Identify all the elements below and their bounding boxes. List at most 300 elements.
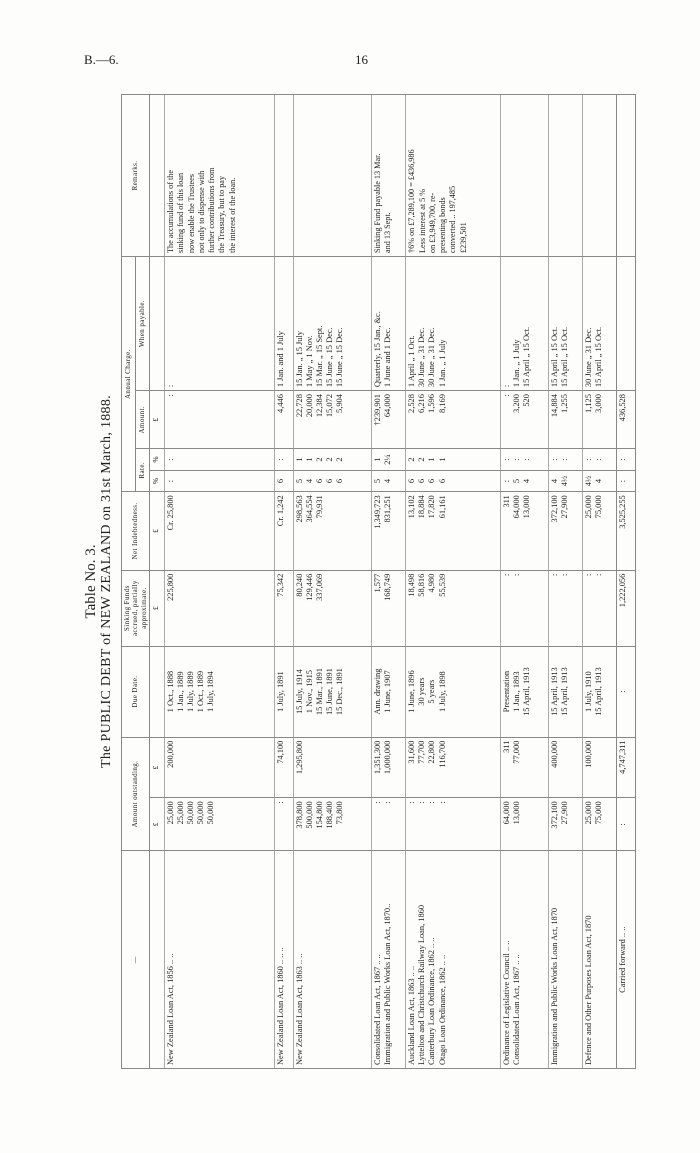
net-indebtedness: 372,100	[550, 495, 560, 523]
sinking-fund-rate-cell	[406, 449, 500, 471]
annual-charge: 1,255	[560, 394, 570, 413]
when-payable-cell	[500, 256, 549, 390]
sinking-fund: :	[501, 573, 511, 577]
amount-parts: 73,800	[335, 801, 345, 825]
net-indebtedness-cell	[293, 492, 371, 570]
annual-charge: 15,072	[324, 394, 334, 418]
header-remarks: Remarks.	[122, 95, 150, 257]
when-payable: 1 Jan. „ 1 July	[511, 339, 521, 388]
interest-rate: 4	[521, 478, 531, 484]
interest-rate: 6	[324, 478, 334, 484]
amount-parts: 50,000	[206, 801, 216, 825]
remarks: on £3,949,700, re-	[427, 192, 437, 253]
interest-rate: 6	[275, 478, 285, 484]
sinking-fund-rate: :	[275, 458, 285, 461]
sinking-fund-rate: :	[501, 458, 511, 461]
interest-rate: :	[166, 479, 176, 483]
net-indebtedness-cell	[549, 492, 583, 570]
annual-charge: 5,904	[335, 394, 345, 413]
sinking-fund: 58,816	[417, 573, 427, 597]
amount-parts: 25,000	[176, 801, 186, 825]
loan-name-cell	[406, 851, 500, 1069]
amount-outstanding-cell	[583, 737, 617, 798]
due-date: 1 June, 1907	[382, 670, 392, 713]
interest-rate-cell	[274, 470, 293, 492]
total-cell: :	[617, 449, 636, 471]
amount-parts: :	[417, 801, 427, 804]
amount-parts: 378,800	[294, 801, 304, 829]
header-due-date: Due Date.	[122, 646, 150, 737]
when-payable: 1 April „ 1 Oct.	[407, 335, 417, 388]
table-caption	[84, 94, 114, 1069]
loan-name-cell	[293, 851, 371, 1069]
when-payable: 1 Jan. „ 1 July	[437, 339, 447, 388]
annual-charge-cell	[549, 391, 583, 449]
currency-symbol: £	[150, 737, 165, 798]
due-date-cell	[293, 646, 371, 737]
sinking-fund: 225,800	[166, 573, 176, 601]
due-date: 15 April, 1913	[594, 667, 604, 716]
table-row	[371, 95, 405, 1069]
when-payable: 15 June „ 15 Dec.	[335, 327, 345, 388]
loan-name-cell	[583, 851, 617, 1069]
when-payable: 15 April „ 15 Oct.	[560, 326, 570, 388]
page-left-mark: B.—6.	[84, 52, 119, 67]
sinking-fund-rate: :	[550, 458, 560, 461]
amount-outstanding-cell	[549, 737, 583, 798]
table-row	[165, 95, 274, 1069]
amount-outstanding: 77,700	[417, 740, 427, 764]
table-row	[500, 95, 549, 1069]
amount-outstanding: 1,351,300	[372, 740, 382, 775]
when-payable: 30 June „ 31 Dec.	[427, 327, 437, 388]
amount-parts: 64,000	[501, 801, 511, 825]
remarks: the Treasury, but to pay	[217, 175, 227, 253]
due-date: 15 Dec., 1891	[335, 668, 345, 716]
amount-outstanding-cell	[293, 737, 371, 798]
sinking-fund: 168,749	[382, 573, 392, 601]
header-sinking-funds: Sinking Funds accrued, partially approximate.	[122, 570, 150, 646]
net-indebtedness: 79,931	[314, 495, 324, 519]
sinking-fund-rate-cell	[293, 449, 371, 471]
table-row	[274, 95, 293, 1069]
sinking-fund-cell	[406, 570, 500, 646]
due-date-cell	[583, 646, 617, 737]
table-title: The PUBLIC DEBT of NEW ZEALAND on 31st March, 1888.	[99, 395, 114, 768]
due-date: 15 June, 1891	[324, 668, 334, 715]
amount-parts-cell	[549, 798, 583, 851]
sinking-fund-rate-cell	[371, 449, 405, 471]
due-date: 1 July, 1898	[437, 671, 447, 712]
annual-charge: 3,200	[511, 394, 521, 413]
net-indebtedness: 1,349,723	[372, 495, 382, 529]
amount-parts: 75,000	[594, 801, 604, 825]
loan-name: Otago Loan Ordinance, 1862 .. ..	[437, 954, 447, 1065]
net-indebtedness: 25,000	[584, 495, 594, 519]
percent-symbol: %	[150, 470, 165, 492]
loan-name-cell	[165, 851, 274, 1069]
interest-rate: 4	[382, 478, 392, 484]
sinking-fund-rate-cell	[274, 449, 293, 471]
amount-outstanding-cell	[274, 737, 293, 798]
interest-rate: 5	[372, 478, 382, 484]
amount-parts: 50,000	[196, 801, 206, 825]
remarks: The accumulations of the	[166, 170, 176, 253]
net-indebtedness-cell	[500, 492, 549, 570]
net-indebtedness: 13,102	[407, 495, 417, 519]
amount-parts-cell	[371, 798, 405, 851]
amount-outstanding: 100,000	[584, 740, 594, 768]
annual-charge-cell	[371, 391, 405, 449]
when-payable: 15 April „ 15 Oct.	[594, 326, 604, 388]
amount-outstanding: 116,700	[437, 740, 447, 768]
amount-parts: :	[372, 801, 382, 804]
net-indebtedness: 27,900	[560, 495, 570, 519]
interest-rate-cell	[165, 470, 274, 492]
loan-name: Lyttelton and Christchurch Railway Loan, 1860	[417, 904, 427, 1065]
annual-charge: †239,901	[372, 394, 382, 426]
due-date: 15 April, 1913	[550, 667, 560, 716]
currency-symbol: £	[150, 492, 165, 570]
sinking-fund-rate: 2¼	[382, 454, 392, 465]
currency-symbol: £	[150, 570, 165, 646]
loan-name-cell	[371, 851, 405, 1069]
amount-parts: :	[427, 801, 437, 804]
due-date: 1 July, 1889	[186, 671, 196, 712]
interest-rate: 4½	[560, 475, 570, 487]
due-date: 30 years	[417, 677, 427, 706]
total-cell	[617, 95, 636, 257]
net-indebtedness: 64,000	[511, 495, 521, 519]
annual-charge: 3,000	[594, 394, 604, 413]
sinking-fund-cell	[583, 570, 617, 646]
amount-parts-cell	[274, 798, 293, 851]
total-cell: :	[617, 470, 636, 492]
amount-outstanding: 22,800	[427, 740, 437, 764]
due-date: 15 April, 1913	[521, 667, 531, 716]
interest-rate: 6	[427, 478, 437, 484]
net-indebtedness: 61,161	[437, 495, 447, 519]
annual-charge: 64,000	[382, 394, 392, 418]
amount-parts: 25,000	[166, 801, 176, 825]
remarks: presenting bonds	[438, 197, 448, 253]
when-payable: 30 June „ 31 Dec.	[417, 327, 427, 388]
annual-charge-cell	[583, 391, 617, 449]
sinking-fund-rate: 1	[304, 457, 314, 462]
when-payable-cell	[549, 256, 583, 390]
due-date: 15 April, 1913	[560, 667, 570, 716]
amount-parts-cell	[406, 798, 500, 851]
due-date: 1 July, 1910	[584, 671, 594, 712]
sinking-fund-cell	[549, 570, 583, 646]
page-number: 16	[355, 52, 368, 67]
annual-charge-cell	[274, 391, 293, 449]
amount-outstanding-cell	[406, 737, 500, 798]
due-date-cell	[165, 646, 274, 737]
sinking-fund-rate: :	[584, 458, 594, 461]
due-date: 1 Jan., 1889	[176, 671, 186, 712]
sinking-fund-rate: 2	[324, 457, 334, 462]
when-payable: 15 Jan. „ 15 July	[294, 331, 304, 388]
total-cell	[617, 256, 636, 390]
due-date: 15 Mar., 1891	[314, 668, 324, 716]
total-net: 3,525,255	[617, 492, 636, 570]
net-indebtedness-cell	[371, 492, 405, 570]
net-indebtedness-cell	[406, 492, 500, 570]
net-indebtedness: 311	[501, 495, 511, 508]
when-payable: 15 Mar. „ 15 Sept.	[314, 325, 324, 388]
remarks: Sinking Fund payable 13 Mar.	[372, 153, 382, 253]
annual-charge-cell	[293, 391, 371, 449]
remarks-cell	[165, 95, 274, 257]
amount-parts-cell	[293, 798, 371, 851]
header-amount-outstanding: Amount outstanding.	[122, 737, 150, 851]
amount-parts: :	[382, 801, 392, 804]
amount-parts-cell	[165, 798, 274, 851]
when-payable: :	[166, 384, 176, 388]
sinking-fund: 129,446	[304, 573, 314, 601]
due-date: 1 Nov., 1915	[304, 670, 314, 714]
amount-outstanding: 311	[501, 740, 511, 753]
amount-parts: 188,400	[324, 801, 334, 829]
interest-rate: 4	[550, 478, 560, 484]
sinking-fund: :	[594, 573, 604, 577]
loan-name: Immigration and Public Works Loan Act, 1870..	[382, 903, 392, 1065]
due-date: 1 Oct., 1889	[196, 670, 206, 713]
amount-outstanding-cell	[165, 737, 274, 798]
sinking-fund-rate-cell	[549, 449, 583, 471]
loan-name: New Zealand Loan Act, 1863 .. ..	[294, 953, 304, 1065]
interest-rate-cell	[500, 470, 549, 492]
sinking-fund-rate: 2	[335, 457, 345, 462]
amount-parts: 27,900	[560, 801, 570, 825]
when-payable: 30 June „ 31 Dec.	[584, 327, 594, 388]
annual-charge: 22,728	[294, 394, 304, 418]
due-date: 1 Jan., 1893	[511, 671, 521, 712]
amount-parts: 154,800	[314, 801, 324, 829]
due-date-cell	[274, 646, 293, 737]
annual-charge: 1,125	[584, 394, 594, 413]
annual-charge: 2,528	[407, 394, 417, 413]
remarks: £239,501	[458, 222, 468, 253]
amount-outstanding-cell	[500, 737, 549, 798]
net-indebtedness: 13,000	[521, 495, 531, 519]
sinking-fund-cell	[371, 570, 405, 646]
amount-outstanding: 1,295,800	[294, 740, 304, 775]
net-indebtedness: Cr. 25,800	[166, 495, 176, 531]
due-date: 1 Oct., 1888	[166, 670, 176, 713]
remarks-cell	[406, 95, 500, 257]
when-payable: 1 May „ 1 Nov.	[304, 335, 314, 388]
sinking-fund-rate: 1	[372, 457, 382, 462]
table-number: Table No. 3.	[83, 544, 99, 619]
interest-rate: 6	[437, 478, 447, 484]
total-label: Carried forward .. ..	[617, 851, 636, 1069]
due-date-cell	[549, 646, 583, 737]
remarks: now enable the Trustees	[186, 174, 196, 253]
remarks-cell	[293, 95, 371, 257]
currency-row	[150, 95, 165, 1069]
loan-name: New Zealand Loan Act, 1860 .. .. ..	[275, 947, 285, 1065]
when-payable-cell	[406, 256, 500, 390]
when-payable: 15 April „ 15 Oct.	[521, 326, 531, 388]
interest-rate: 6	[314, 478, 324, 484]
table-row	[293, 95, 371, 1069]
header-when-payable: When payable.	[136, 256, 150, 390]
sinking-fund-rate: 2	[417, 457, 427, 462]
due-date-cell	[406, 646, 500, 737]
net-indebtedness-cell	[583, 492, 617, 570]
annual-charge: :	[501, 394, 511, 397]
amount-outstanding: 31,600	[407, 740, 417, 764]
sinking-fund-rate: 1	[427, 457, 437, 462]
sinking-fund: 75,342	[275, 573, 285, 597]
net-indebtedness-cell	[274, 492, 293, 570]
loan-name: New Zealand Loan Act, 1856 .. ..	[166, 953, 176, 1065]
total-sinking: 1,222,056	[617, 570, 636, 646]
interest-rate: 6	[407, 478, 417, 484]
amount-outstanding: 1,000,000	[382, 740, 392, 775]
sinking-fund: 80,240	[294, 573, 304, 597]
annual-charge-cell	[500, 391, 549, 449]
due-date: 15 July, 1914	[294, 669, 304, 715]
sinking-fund-rate: :	[560, 458, 570, 461]
remarks: sinking fund of this loan	[176, 172, 186, 253]
remarks-cell	[371, 95, 405, 257]
net-indebtedness: 18,884	[417, 495, 427, 519]
annual-charge: 520	[521, 394, 531, 407]
net-indebtedness: 298,563	[294, 495, 304, 523]
sinking-fund-cell	[274, 570, 293, 646]
remarks-cell	[500, 95, 549, 257]
sinking-fund-rate: 2	[314, 457, 324, 462]
interest-rate-cell	[406, 470, 500, 492]
amount-outstanding: 77,000	[511, 740, 521, 764]
amount-outstanding: 200,000	[166, 740, 176, 768]
when-payable-cell	[165, 256, 274, 390]
sinking-fund: :	[550, 573, 560, 577]
amount-parts-cell	[500, 798, 549, 851]
carried-forward-row	[617, 95, 636, 1069]
sinking-fund: 337,069	[314, 573, 324, 601]
percent-symbol: %	[150, 449, 165, 471]
amount-parts: :	[407, 801, 417, 804]
sinking-fund: :	[584, 573, 594, 577]
annual-charge: 20,000	[304, 394, 314, 418]
currency-symbol: £	[150, 391, 165, 449]
interest-rate: :	[501, 479, 511, 483]
amount-parts: :	[275, 801, 285, 804]
due-date: 1 July, 1891	[275, 671, 285, 712]
loan-name: Ordinance of Legislative Council .. ..	[501, 940, 511, 1065]
header-charge-amount: Amount.	[136, 391, 150, 449]
rotated-table-block	[84, 94, 629, 1069]
sinking-fund: :	[560, 573, 570, 577]
total-charge: 436,528	[617, 391, 636, 449]
sinking-fund-rate: :	[594, 458, 604, 461]
header-loan: —	[122, 851, 150, 1069]
when-payable-cell	[293, 256, 371, 390]
due-date: Ann. drawing	[372, 668, 382, 715]
amount-parts: 50,000	[186, 801, 196, 825]
due-date: Presentation	[501, 670, 511, 713]
sinking-fund-rate: 1	[294, 457, 304, 462]
remarks: and 13 Sept.	[383, 212, 393, 253]
when-payable: :	[501, 384, 511, 388]
net-indebtedness: Cr. 1,242	[275, 495, 285, 527]
loan-name: Consolidated Loan Act, 1867 .. ..	[511, 954, 521, 1065]
sinking-fund: 1,577	[372, 573, 382, 593]
remarks: Less interest at 5 %	[417, 188, 427, 253]
sinking-fund-rate: :	[511, 458, 521, 461]
remarks: further contributions from	[207, 167, 217, 253]
sinking-fund-cell	[293, 570, 371, 646]
loan-name: Defence and Other Purposes Loan Act, 1870	[584, 915, 594, 1065]
when-payable: 1 Jan. and 1 July	[275, 331, 285, 388]
loan-name: Auckland Loan Act, 1863 .. ..	[407, 965, 417, 1065]
total-amount: 4,747,311	[617, 737, 636, 798]
amount-parts: :	[437, 801, 447, 804]
interest-rate: 4	[304, 478, 314, 484]
annual-charge: 6,216	[417, 394, 427, 413]
sinking-fund-rate: :	[166, 458, 176, 461]
net-indebtedness: 17,820	[427, 495, 437, 519]
interest-rate: 5	[294, 478, 304, 484]
when-payable: 15 April „ 15 Oct.	[550, 326, 560, 388]
sinking-fund: 4,980	[427, 573, 437, 593]
due-date-cell	[371, 646, 405, 737]
currency-symbol: £	[150, 798, 165, 851]
interest-rate: 4	[594, 478, 604, 484]
annual-charge-cell	[406, 391, 500, 449]
net-indebtedness-cell	[165, 492, 274, 570]
amount-parts: 25,000	[584, 801, 594, 825]
due-date: 1 July, 1894	[206, 671, 216, 712]
when-payable-cell	[583, 256, 617, 390]
sinking-fund-rate: :	[521, 458, 531, 461]
public-debt-table	[121, 94, 636, 1069]
sinking-fund-cell	[500, 570, 549, 646]
interest-rate: 6	[335, 478, 345, 484]
when-payable-cell	[371, 256, 405, 390]
remarks-cell	[549, 95, 583, 257]
net-indebtedness: 75,000	[594, 495, 604, 519]
interest-rate: 6	[417, 478, 427, 484]
interest-rate-cell	[583, 470, 617, 492]
amount-outstanding: 400,000	[550, 740, 560, 768]
sinking-fund-rate-cell	[583, 449, 617, 471]
amount-parts: 372,100	[550, 801, 560, 829]
loan-name-cell	[274, 851, 293, 1069]
loan-name: Canterbury Loan Ordinance, 1862 .. ..	[427, 937, 437, 1065]
header-rate: Rate.	[136, 449, 150, 492]
sinking-fund-rate-cell	[500, 449, 549, 471]
interest-rate-cell	[549, 470, 583, 492]
annual-charge-cell	[165, 391, 274, 449]
amount-outstanding: 74,100	[275, 740, 285, 764]
loan-name-cell	[500, 851, 549, 1069]
annual-charge: :	[166, 394, 176, 397]
amount-parts: 13,000	[511, 801, 521, 825]
remarks: not only to dispense with	[196, 170, 206, 253]
loan-name-cell	[549, 851, 583, 1069]
table-row	[549, 95, 583, 1069]
annual-charge: 12,384	[314, 394, 324, 418]
interest-rate-cell	[293, 470, 371, 492]
header-annual-charge: Annual Charge.	[122, 256, 136, 491]
amount-outstanding-cell	[371, 737, 405, 798]
interest-rate: 5	[511, 478, 521, 484]
